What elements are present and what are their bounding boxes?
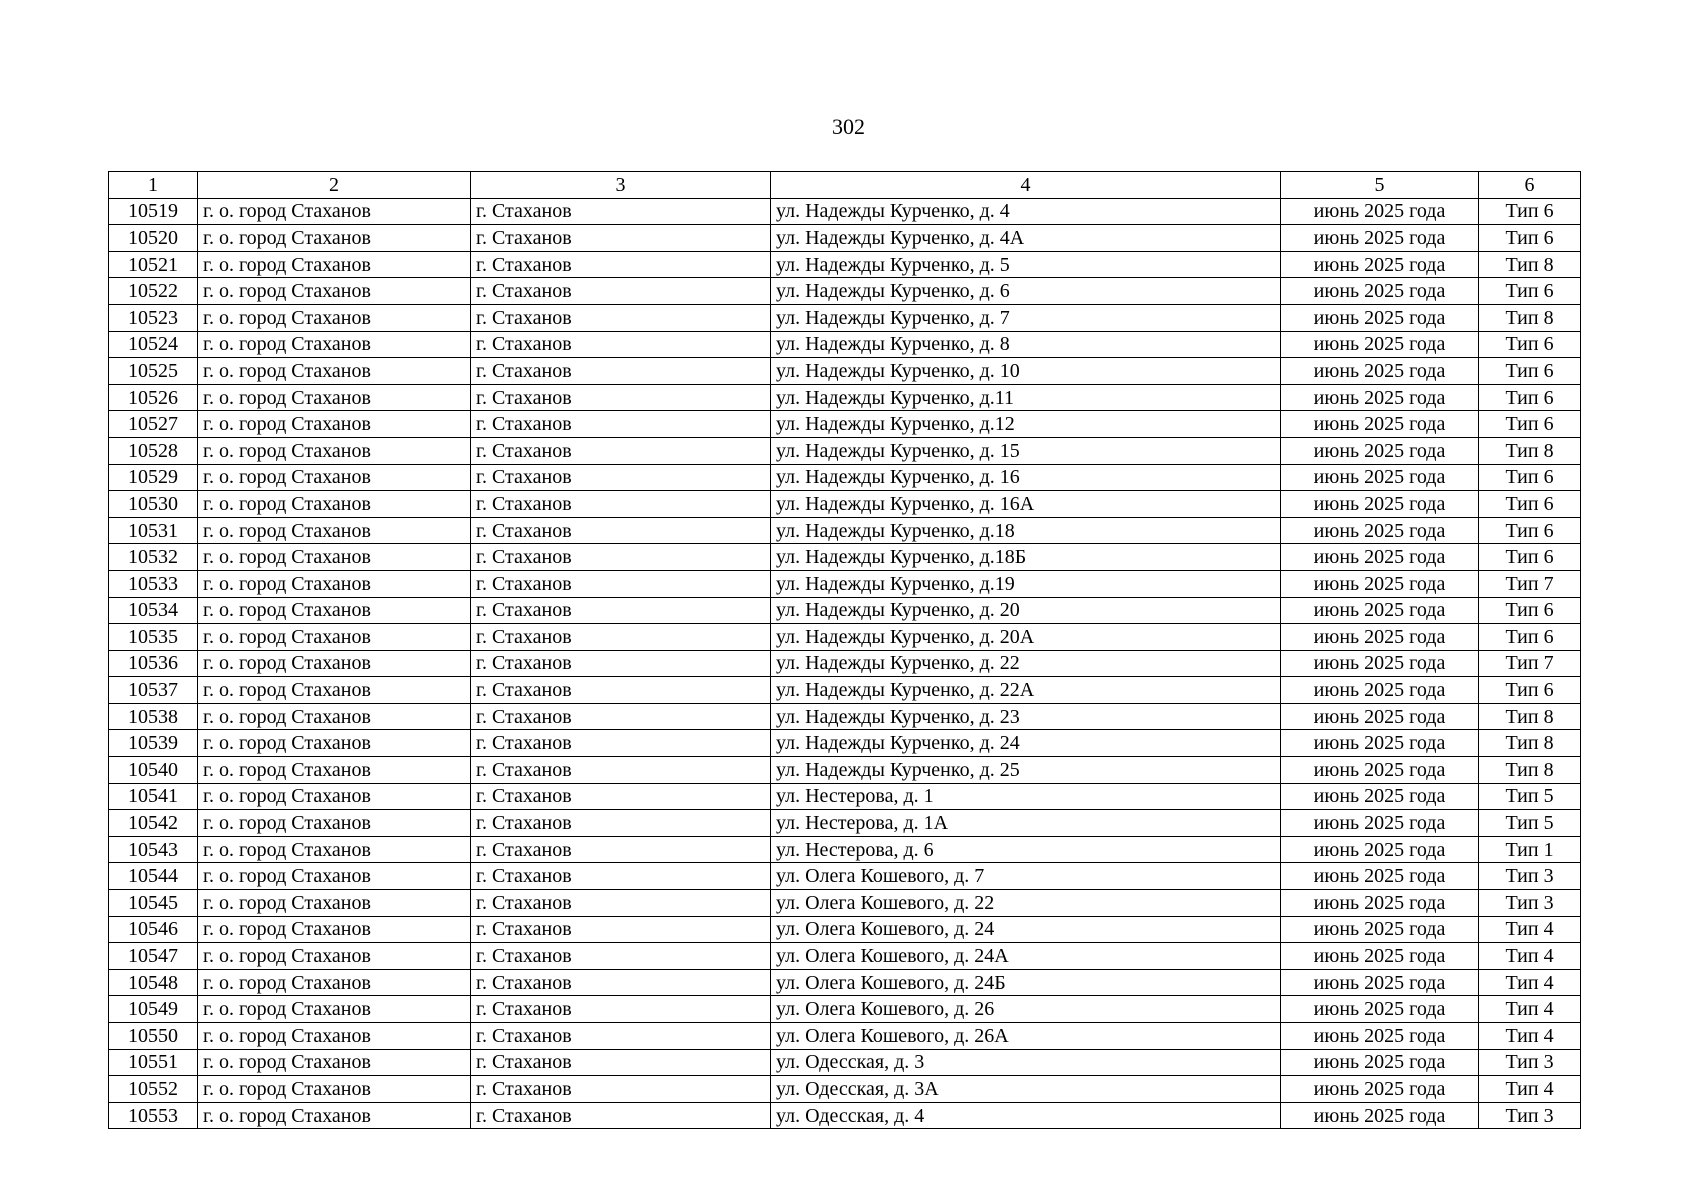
address-cell: ул. Надежды Курченко, д. 25 <box>771 757 1281 784</box>
settlement-name-cell: г. Стаханов <box>471 437 771 464</box>
settlement-name-cell: г. Стаханов <box>471 677 771 704</box>
address-cell: ул. Нестерова, д. 1А <box>771 810 1281 837</box>
settlement-name-cell: г. Стаханов <box>471 411 771 438</box>
settlement-name-cell: г. Стаханов <box>471 597 771 624</box>
table-row <box>109 624 1581 651</box>
building-type-cell: Тип 6 <box>1479 384 1581 411</box>
table-row <box>109 890 1581 917</box>
building-type-cell: Тип 7 <box>1479 570 1581 597</box>
building-type-cell: Тип 3 <box>1479 1049 1581 1076</box>
district-name-cell: г. о. город Стаханов <box>198 225 471 252</box>
district-name-cell: г. о. город Стаханов <box>198 996 471 1023</box>
deadline-cell: июнь 2025 года <box>1281 810 1479 837</box>
deadline-cell: июнь 2025 года <box>1281 225 1479 252</box>
deadline-cell: июнь 2025 года <box>1281 570 1479 597</box>
address-cell: ул. Нестерова, д. 1 <box>771 783 1281 810</box>
table-row <box>109 703 1581 730</box>
settlement-name-cell: г. Стаханов <box>471 384 771 411</box>
table-row <box>109 278 1581 305</box>
record-number-cell: 10552 <box>109 1076 198 1103</box>
register-table <box>108 171 1581 1129</box>
district-name-cell: г. о. город Стаханов <box>198 198 471 225</box>
record-number-cell: 10544 <box>109 863 198 890</box>
record-number-cell: 10519 <box>109 198 198 225</box>
table-row <box>109 969 1581 996</box>
building-type-cell: Тип 4 <box>1479 1023 1581 1050</box>
table-row <box>109 517 1581 544</box>
address-cell: ул. Одесская, д. 3 <box>771 1049 1281 1076</box>
district-name-cell: г. о. город Стаханов <box>198 943 471 970</box>
building-type-cell: Тип 4 <box>1479 943 1581 970</box>
record-number-cell: 10526 <box>109 384 198 411</box>
settlement-name-cell: г. Стаханов <box>471 730 771 757</box>
address-cell: ул. Надежды Курченко, д. 4А <box>771 225 1281 252</box>
settlement-name-cell: г. Стаханов <box>471 304 771 331</box>
deadline-cell: июнь 2025 года <box>1281 491 1479 518</box>
deadline-cell: июнь 2025 года <box>1281 411 1479 438</box>
table-row <box>109 863 1581 890</box>
address-cell: ул. Надежды Курченко, д.18 <box>771 517 1281 544</box>
deadline-cell: июнь 2025 года <box>1281 437 1479 464</box>
settlement-name-cell: г. Стаханов <box>471 1102 771 1129</box>
building-type-cell: Тип 8 <box>1479 251 1581 278</box>
district-name-cell: г. о. город Стаханов <box>198 730 471 757</box>
deadline-cell: июнь 2025 года <box>1281 996 1479 1023</box>
record-number-cell: 10525 <box>109 358 198 385</box>
district-name-cell: г. о. город Стаханов <box>198 278 471 305</box>
building-type-cell: Тип 4 <box>1479 969 1581 996</box>
record-number-cell: 10527 <box>109 411 198 438</box>
district-name-cell: г. о. город Стаханов <box>198 836 471 863</box>
district-name-cell: г. о. город Стаханов <box>198 969 471 996</box>
building-type-cell: Тип 6 <box>1479 517 1581 544</box>
address-cell: ул. Олега Кошевого, д. 7 <box>771 863 1281 890</box>
building-type-cell: Тип 6 <box>1479 278 1581 305</box>
district-name-cell: г. о. город Стаханов <box>198 783 471 810</box>
address-cell: ул. Надежды Курченко, д. 22 <box>771 650 1281 677</box>
address-cell: ул. Одесская, д. 3А <box>771 1076 1281 1103</box>
table-row <box>109 1102 1581 1129</box>
page-number: 302 <box>832 114 865 139</box>
district-name-cell: г. о. город Стаханов <box>198 1102 471 1129</box>
column-header-1: 1 <box>109 172 198 199</box>
deadline-cell: июнь 2025 года <box>1281 890 1479 917</box>
table-row <box>109 437 1581 464</box>
address-cell: ул. Олега Кошевого, д. 24 <box>771 916 1281 943</box>
settlement-name-cell: г. Стаханов <box>471 358 771 385</box>
settlement-name-cell: г. Стаханов <box>471 703 771 730</box>
table-row <box>109 358 1581 385</box>
building-type-cell: Тип 6 <box>1479 491 1581 518</box>
district-name-cell: г. о. город Стаханов <box>198 624 471 651</box>
building-type-cell: Тип 4 <box>1479 1076 1581 1103</box>
settlement-name-cell: г. Стаханов <box>471 943 771 970</box>
record-number-cell: 10533 <box>109 570 198 597</box>
district-name-cell: г. о. город Стаханов <box>198 810 471 837</box>
deadline-cell: июнь 2025 года <box>1281 464 1479 491</box>
address-cell: ул. Надежды Курченко, д. 7 <box>771 304 1281 331</box>
district-name-cell: г. о. город Стаханов <box>198 331 471 358</box>
building-type-cell: Тип 8 <box>1479 437 1581 464</box>
column-header-5: 5 <box>1281 172 1479 199</box>
deadline-cell: июнь 2025 года <box>1281 384 1479 411</box>
district-name-cell: г. о. город Стаханов <box>198 491 471 518</box>
settlement-name-cell: г. Стаханов <box>471 1076 771 1103</box>
table-row <box>109 544 1581 571</box>
district-name-cell: г. о. город Стаханов <box>198 597 471 624</box>
deadline-cell: июнь 2025 года <box>1281 703 1479 730</box>
table-row <box>109 225 1581 252</box>
table-row <box>109 491 1581 518</box>
record-number-cell: 10549 <box>109 996 198 1023</box>
table-row <box>109 1076 1581 1103</box>
deadline-cell: июнь 2025 года <box>1281 969 1479 996</box>
deadline-cell: июнь 2025 года <box>1281 358 1479 385</box>
settlement-name-cell: г. Стаханов <box>471 969 771 996</box>
record-number-cell: 10546 <box>109 916 198 943</box>
record-number-cell: 10530 <box>109 491 198 518</box>
building-type-cell: Тип 6 <box>1479 544 1581 571</box>
address-cell: ул. Надежды Курченко, д.19 <box>771 570 1281 597</box>
deadline-cell: июнь 2025 года <box>1281 251 1479 278</box>
table-header <box>109 172 1581 199</box>
record-number-cell: 10539 <box>109 730 198 757</box>
building-type-cell: Тип 6 <box>1479 331 1581 358</box>
record-number-cell: 10543 <box>109 836 198 863</box>
deadline-cell: июнь 2025 года <box>1281 836 1479 863</box>
building-type-cell: Тип 7 <box>1479 650 1581 677</box>
building-type-cell: Тип 6 <box>1479 677 1581 704</box>
deadline-cell: июнь 2025 года <box>1281 677 1479 704</box>
deadline-cell: июнь 2025 года <box>1281 597 1479 624</box>
table-row <box>109 597 1581 624</box>
address-cell: ул. Надежды Курченко, д. 15 <box>771 437 1281 464</box>
table-row <box>109 996 1581 1023</box>
record-number-cell: 10537 <box>109 677 198 704</box>
table-row <box>109 570 1581 597</box>
deadline-cell: июнь 2025 года <box>1281 730 1479 757</box>
settlement-name-cell: г. Стаханов <box>471 278 771 305</box>
settlement-name-cell: г. Стаханов <box>471 1049 771 1076</box>
building-type-cell: Тип 4 <box>1479 996 1581 1023</box>
address-cell: ул. Олега Кошевого, д. 26 <box>771 996 1281 1023</box>
deadline-cell: июнь 2025 года <box>1281 1023 1479 1050</box>
address-cell: ул. Надежды Курченко, д. 8 <box>771 331 1281 358</box>
record-number-cell: 10532 <box>109 544 198 571</box>
table-row <box>109 836 1581 863</box>
building-type-cell: Тип 5 <box>1479 783 1581 810</box>
settlement-name-cell: г. Стаханов <box>471 544 771 571</box>
address-cell: ул. Олега Кошевого, д. 22 <box>771 890 1281 917</box>
district-name-cell: г. о. город Стаханов <box>198 411 471 438</box>
address-cell: ул. Надежды Курченко, д. 16А <box>771 491 1281 518</box>
settlement-name-cell: г. Стаханов <box>471 198 771 225</box>
record-number-cell: 10547 <box>109 943 198 970</box>
table-row <box>109 810 1581 837</box>
table-row <box>109 730 1581 757</box>
table-row <box>109 464 1581 491</box>
district-name-cell: г. о. город Стаханов <box>198 1023 471 1050</box>
column-header-6: 6 <box>1479 172 1581 199</box>
record-number-cell: 10534 <box>109 597 198 624</box>
settlement-name-cell: г. Стаханов <box>471 836 771 863</box>
deadline-cell: июнь 2025 года <box>1281 916 1479 943</box>
table-row <box>109 1049 1581 1076</box>
deadline-cell: июнь 2025 года <box>1281 863 1479 890</box>
settlement-name-cell: г. Стаханов <box>471 1023 771 1050</box>
settlement-name-cell: г. Стаханов <box>471 810 771 837</box>
building-type-cell: Тип 8 <box>1479 757 1581 784</box>
settlement-name-cell: г. Стаханов <box>471 757 771 784</box>
building-type-cell: Тип 6 <box>1479 624 1581 651</box>
district-name-cell: г. о. город Стаханов <box>198 1049 471 1076</box>
address-cell: ул. Надежды Курченко, д. 24 <box>771 730 1281 757</box>
record-number-cell: 10523 <box>109 304 198 331</box>
deadline-cell: июнь 2025 года <box>1281 544 1479 571</box>
district-name-cell: г. о. город Стаханов <box>198 358 471 385</box>
settlement-name-cell: г. Стаханов <box>471 916 771 943</box>
table-body <box>109 198 1581 1129</box>
deadline-cell: июнь 2025 года <box>1281 198 1479 225</box>
address-cell: ул. Надежды Курченко, д. 4 <box>771 198 1281 225</box>
building-type-cell: Тип 5 <box>1479 810 1581 837</box>
record-number-cell: 10541 <box>109 783 198 810</box>
record-number-cell: 10551 <box>109 1049 198 1076</box>
deadline-cell: июнь 2025 года <box>1281 783 1479 810</box>
table-row <box>109 304 1581 331</box>
district-name-cell: г. о. город Стаханов <box>198 916 471 943</box>
district-name-cell: г. о. город Стаханов <box>198 251 471 278</box>
settlement-name-cell: г. Стаханов <box>471 996 771 1023</box>
building-type-cell: Тип 8 <box>1479 304 1581 331</box>
settlement-name-cell: г. Стаханов <box>471 783 771 810</box>
building-type-cell: Тип 8 <box>1479 703 1581 730</box>
table-row <box>109 943 1581 970</box>
building-type-cell: Тип 1 <box>1479 836 1581 863</box>
table-row <box>109 783 1581 810</box>
record-number-cell: 10545 <box>109 890 198 917</box>
district-name-cell: г. о. город Стаханов <box>198 650 471 677</box>
settlement-name-cell: г. Стаханов <box>471 570 771 597</box>
record-number-cell: 10520 <box>109 225 198 252</box>
record-number-cell: 10553 <box>109 1102 198 1129</box>
deadline-cell: июнь 2025 года <box>1281 624 1479 651</box>
district-name-cell: г. о. город Стаханов <box>198 570 471 597</box>
district-name-cell: г. о. город Стаханов <box>198 544 471 571</box>
district-name-cell: г. о. город Стаханов <box>198 464 471 491</box>
district-name-cell: г. о. город Стаханов <box>198 890 471 917</box>
record-number-cell: 10531 <box>109 517 198 544</box>
building-type-cell: Тип 6 <box>1479 464 1581 491</box>
building-type-cell: Тип 3 <box>1479 1102 1581 1129</box>
deadline-cell: июнь 2025 года <box>1281 1102 1479 1129</box>
building-type-cell: Тип 6 <box>1479 597 1581 624</box>
building-type-cell: Тип 8 <box>1479 730 1581 757</box>
deadline-cell: июнь 2025 года <box>1281 1049 1479 1076</box>
settlement-name-cell: г. Стаханов <box>471 650 771 677</box>
table-row <box>109 198 1581 225</box>
district-name-cell: г. о. город Стаханов <box>198 304 471 331</box>
record-number-cell: 10535 <box>109 624 198 651</box>
deadline-cell: июнь 2025 года <box>1281 1076 1479 1103</box>
deadline-cell: июнь 2025 года <box>1281 331 1479 358</box>
district-name-cell: г. о. город Стаханов <box>198 384 471 411</box>
record-number-cell: 10538 <box>109 703 198 730</box>
district-name-cell: г. о. город Стаханов <box>198 677 471 704</box>
settlement-name-cell: г. Стаханов <box>471 624 771 651</box>
building-type-cell: Тип 3 <box>1479 890 1581 917</box>
column-header-3: 3 <box>471 172 771 199</box>
deadline-cell: июнь 2025 года <box>1281 278 1479 305</box>
table-row <box>109 916 1581 943</box>
column-header-4: 4 <box>771 172 1281 199</box>
address-cell: ул. Надежды Курченко, д. 22А <box>771 677 1281 704</box>
address-cell: ул. Надежды Курченко, д. 5 <box>771 251 1281 278</box>
settlement-name-cell: г. Стаханов <box>471 331 771 358</box>
settlement-name-cell: г. Стаханов <box>471 863 771 890</box>
record-number-cell: 10548 <box>109 969 198 996</box>
record-number-cell: 10536 <box>109 650 198 677</box>
record-number-cell: 10524 <box>109 331 198 358</box>
district-name-cell: г. о. город Стаханов <box>198 863 471 890</box>
deadline-cell: июнь 2025 года <box>1281 517 1479 544</box>
deadline-cell: июнь 2025 года <box>1281 757 1479 784</box>
table-row <box>109 650 1581 677</box>
column-header-2: 2 <box>198 172 471 199</box>
district-name-cell: г. о. город Стаханов <box>198 1076 471 1103</box>
settlement-name-cell: г. Стаханов <box>471 464 771 491</box>
address-cell: ул. Надежды Курченко, д. 20 <box>771 597 1281 624</box>
settlement-name-cell: г. Стаханов <box>471 225 771 252</box>
deadline-cell: июнь 2025 года <box>1281 304 1479 331</box>
address-cell: ул. Олега Кошевого, д. 26А <box>771 1023 1281 1050</box>
address-cell: ул. Надежды Курченко, д.11 <box>771 384 1281 411</box>
address-cell: ул. Надежды Курченко, д. 23 <box>771 703 1281 730</box>
address-cell: ул. Надежды Курченко, д.18Б <box>771 544 1281 571</box>
address-cell: ул. Надежды Курченко, д. 6 <box>771 278 1281 305</box>
settlement-name-cell: г. Стаханов <box>471 491 771 518</box>
record-number-cell: 10528 <box>109 437 198 464</box>
address-cell: ул. Надежды Курченко, д. 10 <box>771 358 1281 385</box>
building-type-cell: Тип 6 <box>1479 198 1581 225</box>
district-name-cell: г. о. город Стаханов <box>198 757 471 784</box>
address-cell: ул. Одесская, д. 4 <box>771 1102 1281 1129</box>
address-cell: ул. Надежды Курченко, д.12 <box>771 411 1281 438</box>
district-name-cell: г. о. город Стаханов <box>198 703 471 730</box>
address-cell: ул. Надежды Курченко, д. 16 <box>771 464 1281 491</box>
deadline-cell: июнь 2025 года <box>1281 650 1479 677</box>
district-name-cell: г. о. город Стаханов <box>198 437 471 464</box>
table-row <box>109 331 1581 358</box>
table-row <box>109 251 1581 278</box>
settlement-name-cell: г. Стаханов <box>471 517 771 544</box>
building-type-cell: Тип 6 <box>1479 225 1581 252</box>
address-cell: ул. Надежды Курченко, д. 20А <box>771 624 1281 651</box>
address-cell: ул. Олега Кошевого, д. 24А <box>771 943 1281 970</box>
table-row <box>109 677 1581 704</box>
settlement-name-cell: г. Стаханов <box>471 890 771 917</box>
address-cell: ул. Олега Кошевого, д. 24Б <box>771 969 1281 996</box>
record-number-cell: 10529 <box>109 464 198 491</box>
header-row <box>109 172 1581 199</box>
building-type-cell: Тип 6 <box>1479 358 1581 385</box>
table-row <box>109 757 1581 784</box>
table-row <box>109 411 1581 438</box>
building-type-cell: Тип 6 <box>1479 411 1581 438</box>
address-cell: ул. Нестерова, д. 6 <box>771 836 1281 863</box>
record-number-cell: 10542 <box>109 810 198 837</box>
building-type-cell: Тип 4 <box>1479 916 1581 943</box>
record-number-cell: 10550 <box>109 1023 198 1050</box>
record-number-cell: 10521 <box>109 251 198 278</box>
settlement-name-cell: г. Стаханов <box>471 251 771 278</box>
table-row <box>109 1023 1581 1050</box>
record-number-cell: 10540 <box>109 757 198 784</box>
deadline-cell: июнь 2025 года <box>1281 943 1479 970</box>
table-row <box>109 384 1581 411</box>
record-number-cell: 10522 <box>109 278 198 305</box>
district-name-cell: г. о. город Стаханов <box>198 517 471 544</box>
building-type-cell: Тип 3 <box>1479 863 1581 890</box>
